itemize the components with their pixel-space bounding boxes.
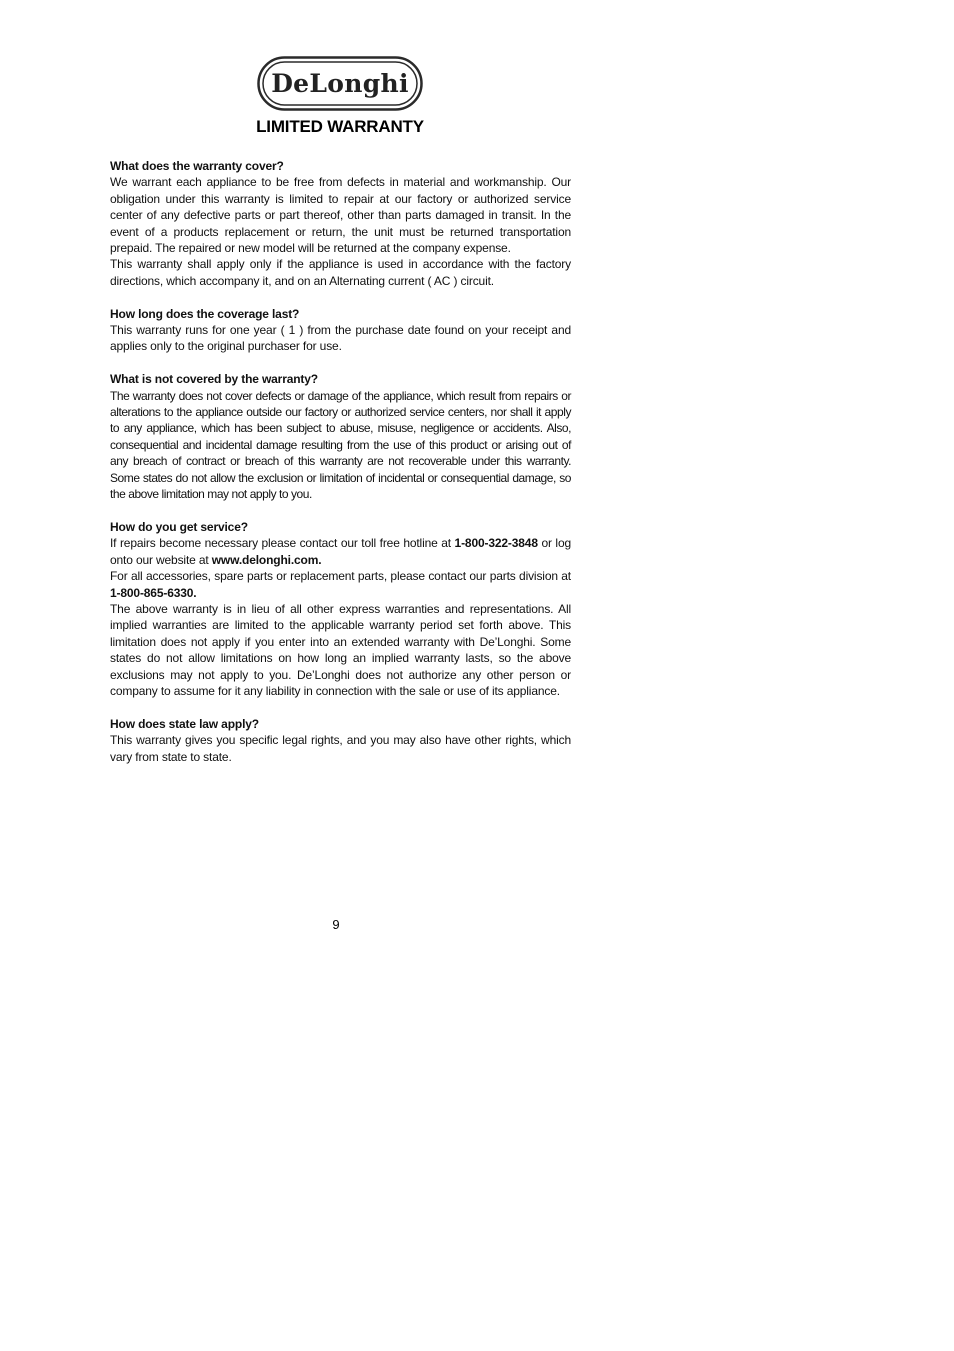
section-heading: How does state law apply? bbox=[110, 716, 259, 731]
page-number: 9 bbox=[332, 917, 340, 932]
section-state-law bbox=[110, 716, 571, 765]
section-duration bbox=[110, 306, 571, 355]
parts-phone-number: 1-800-865-6330. bbox=[110, 585, 197, 600]
service-text: or log onto our website at bbox=[110, 536, 571, 567]
section-paragraph bbox=[110, 568, 571, 601]
section-paragraph: This warranty gives you specific legal rights, and you may also have other rights, which vary from state to state. bbox=[110, 733, 571, 764]
hotline-number: 1-800-322-3848 bbox=[454, 536, 538, 551]
section-heading: How do you get service? bbox=[110, 519, 248, 534]
delonghi-logo bbox=[257, 56, 423, 111]
section-heading: What does the warranty cover? bbox=[110, 159, 284, 173]
logo-wordmark: DeLonghi bbox=[271, 69, 409, 98]
section-paragraph: The warranty does not cover defects or damage of the appliance, which result from repairs or alterations to the appliance outside our factory or authorized service centers, nor shall it apply to any appliance, which has been subject to abuse, misuse, negligence or accidents. Also, consequential and incidental damage resulting from the use of this product or arising out of any breach of contract or breach of this warranty are not recoverable under this warranty. Some states do not allow the exclusion or limitation of incidental or consequential damage, so the above limitation may not apply to you. bbox=[110, 388, 571, 502]
service-text: If repairs become necessary please contact our toll free hotline at bbox=[110, 536, 455, 551]
section-service bbox=[110, 519, 571, 699]
section-heading: How long does the coverage last? bbox=[110, 306, 300, 321]
section-heading: What is not covered by the warranty? bbox=[110, 372, 318, 387]
section-paragraph: The above warranty is in lieu of all other express warranties and representations. All implied warranties are limited to the applicable warranty period set forth above. This limitation does not apply if you enter into an extended warranty with De’Longhi. Some states do not allow limitations on how long an implied warranty lasts, so the above exclusions may not apply to you. De’Longhi does not authorize any other person or company to assume for it any liability in connection with the sale or use of its appliance. bbox=[110, 601, 571, 698]
parts-text: For all accessories, spare parts or replacement parts, please contact our parts division at bbox=[110, 569, 571, 584]
page-title: LIMITED WARRANTY bbox=[256, 117, 424, 136]
section-paragraph bbox=[110, 535, 571, 568]
website-link[interactable]: www.delonghi.com. bbox=[211, 552, 322, 567]
section-paragraph: We warrant each appliance to be free from defects in material and workmanship. Our obligation under this warranty is limited to repair at our factory or authorized service center of any defective parts or part thereof, other than parts damaged in transit. In the event of a products replacement or return, the unit must be returned transportation prepaid. The repaired or new model will be returned at the company expense. bbox=[110, 175, 571, 256]
warranty-body bbox=[110, 158, 571, 781]
section-paragraph: This warranty runs for one year ( 1 ) from the purchase date found on your receipt and applies only to the original purchaser for use. bbox=[110, 323, 571, 354]
section-coverage bbox=[110, 158, 571, 289]
section-exclusions bbox=[110, 371, 571, 502]
section-paragraph: This warranty shall apply only if the appliance is used in accordance with the factory directions, which accompany it, and on an Alternating current ( AC ) circuit. bbox=[110, 257, 571, 288]
